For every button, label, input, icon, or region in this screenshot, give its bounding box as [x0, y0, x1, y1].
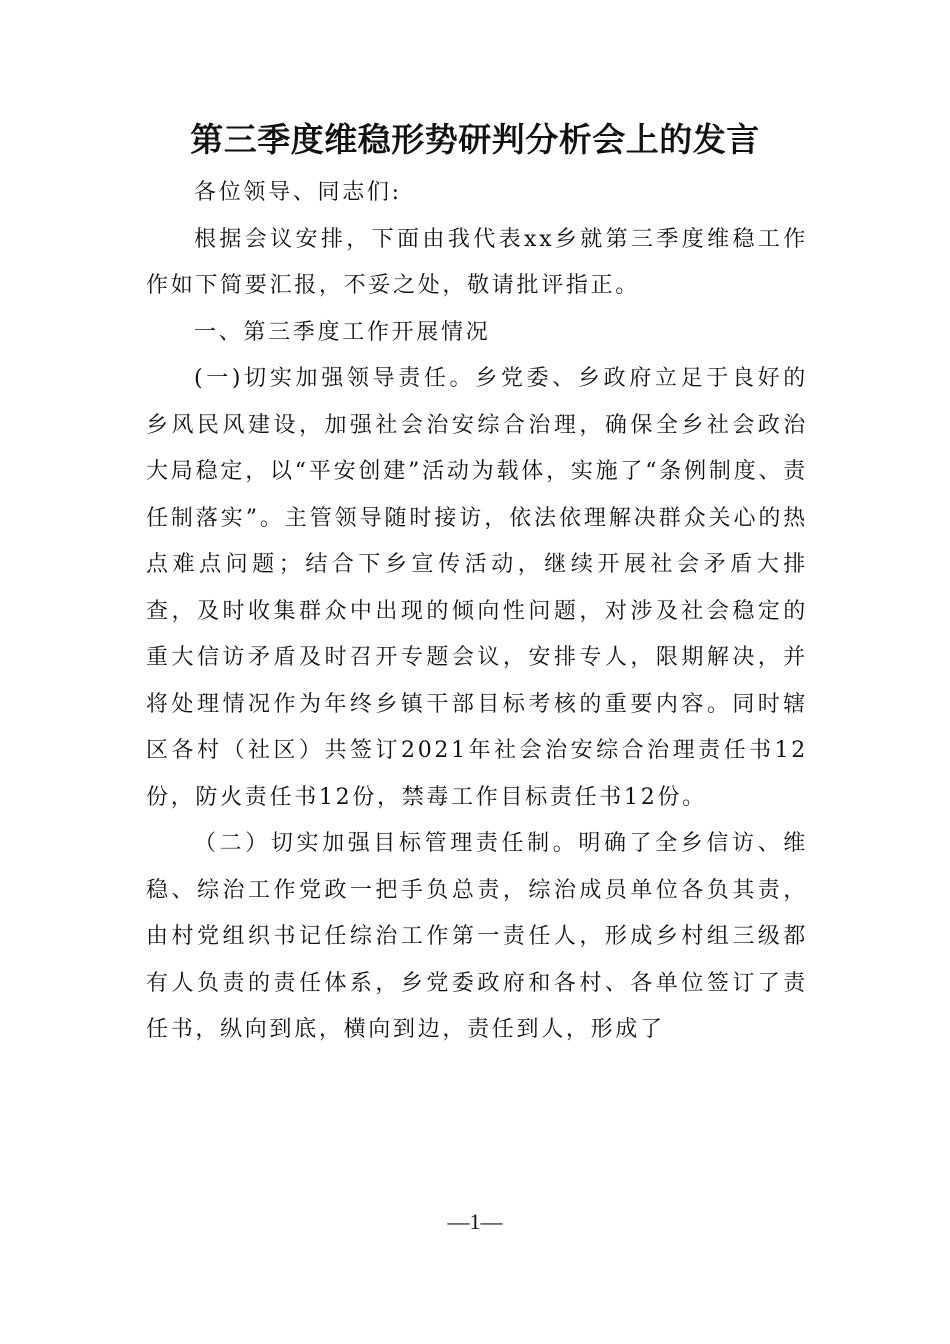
document-title: 第三季度维稳形势研判分析会上的发言: [190, 120, 760, 159]
intro-paragraph: 根据会议安排，下面由我代表xx乡就第三季度维稳工作作如下简要汇报，不妥之处，敬请批评指正。: [146, 226, 808, 298]
page-number: —1—: [447, 1209, 503, 1234]
section-heading: 一、第三季度工作开展情况: [194, 319, 491, 345]
greeting-paragraph: 各位领导、同志们:: [194, 180, 402, 205]
document-body: [146, 170, 808, 1054]
target-management-paragraph: （二）切实加强目标管理责任制。明确了全乡信访、维稳、综治工作党政一把手负总责，综治成员单位各负其责，由村党组织书记任综治工作第一责任人，形成乡村组三级都有人负责的责任体系，乡党委政府和各村、各单位签订了责任书，纵向到底，横向到边，责任到人，形成了: [146, 831, 808, 1042]
leadership-paragraph: (一)切实加强领导责任。乡党委、乡政府立足于良好的乡风民风建设，加强社会治安综合治理，确保全乡社会政治大局稳定，以“平安创建”活动为载体，实施了“条例制度、责任制落实”。主管领导随时接访，依法依理解决群众关心的热点难点问题；结合下乡宣传活动，继续开展社会矛盾大排查，及时收集群众中出现的倾向性问题，对涉及社会稳定的重大信访矛盾及时召开专题会议，安排专人，限期解决，并将处理情况作为年终乡镇干部目标考核的重要内容。同时辖区各村（社区）共签订2021年社会治安综合治理责任书12份，防火责任书12份，禁毒工作目标责任书12份。: [146, 366, 808, 810]
